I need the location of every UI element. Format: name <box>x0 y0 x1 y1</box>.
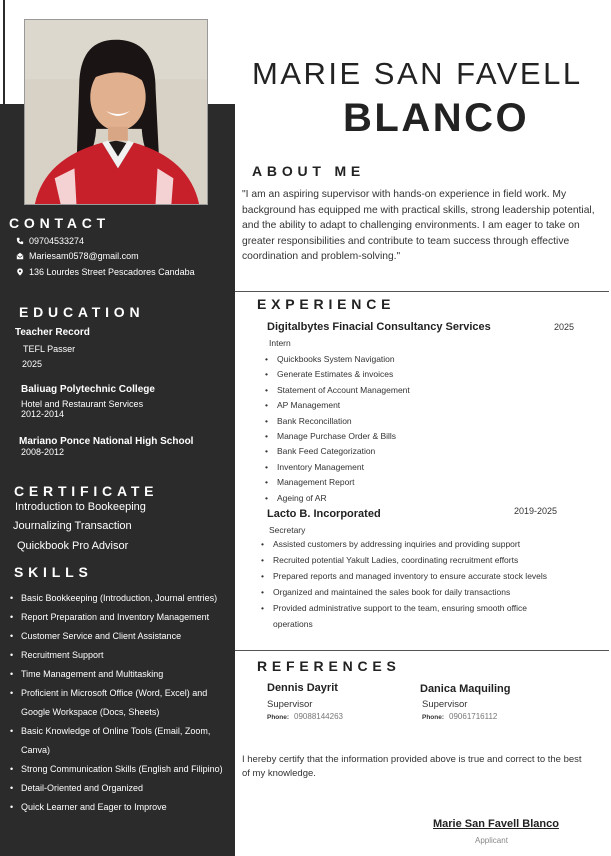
job-task-list <box>265 352 585 506</box>
portrait-illustration <box>25 20 207 204</box>
reference-phone: 09088144263 <box>294 712 343 721</box>
contact-phone: 09704533274 <box>29 236 85 246</box>
job-task: • AP Management <box>265 398 585 413</box>
skill-item: • Quick Learner and Eager to Improve <box>9 798 237 817</box>
job-task: • Inventory Management <box>265 460 585 475</box>
profile-photo <box>24 19 208 205</box>
job-task: • Provided administrative support to the team, ensuring smooth office operations <box>261 600 561 632</box>
education-school: Baliuag Polytechnic College <box>21 384 155 395</box>
skill-item: • Customer Service and Client Assistance <box>9 627 237 646</box>
reference-name: Danica Maquiling <box>420 683 511 695</box>
skill-item: • Strong Communication Skills (English and Filipino) <box>9 760 237 779</box>
contact-email: Mariesam0578@gmail.com <box>29 251 139 261</box>
job-company: Digitalbytes Finacial Consultancy Services <box>267 321 491 333</box>
job-task: • Statement of Account Management <box>265 383 585 398</box>
job-task: • Bank Feed Categorization <box>265 444 585 459</box>
education-detail: TEFL Passer <box>23 344 76 354</box>
frame-line <box>3 0 5 104</box>
skills-heading: SKILLS <box>14 564 93 580</box>
skill-item: • Time Management and Multitasking <box>9 665 237 684</box>
skill-item: • Proficient in Microsoft Office (Word, Excel) and Google Workspace (Docs, Sheets) <box>9 684 237 722</box>
name-last: BLANCO <box>343 96 530 140</box>
skill-item: • Detail-Oriented and Organized <box>9 779 237 798</box>
job-role: Secretary <box>269 525 306 535</box>
certificate-item: Quickbook Pro Advisor <box>17 540 129 552</box>
references-heading: REFERENCES <box>257 658 401 674</box>
skill-item: • Recruitment Support <box>9 646 237 665</box>
job-task: • Management Report <box>265 475 585 490</box>
education-school: Mariano Ponce National High School <box>19 436 194 447</box>
skill-item: • Basic Knowledge of Online Tools (Email, Zoom, Canva) <box>9 722 237 760</box>
job-company: Lacto B. Incorporated <box>267 508 381 520</box>
certificate-item: Journalizing Transaction <box>13 520 132 532</box>
reference-role: Supervisor <box>267 699 313 710</box>
job-task: • Recruited potential Yakult Ladies, coordinating recruitment efforts <box>261 552 561 568</box>
job-task: • Quickbooks System Navigation <box>265 352 585 367</box>
job-task: • Generate Estimates & invoices <box>265 367 585 382</box>
skills-list <box>9 589 237 817</box>
reference-role: Supervisor <box>422 699 468 710</box>
contact-address: 136 Lourdes Street Pescadores Candaba <box>29 267 195 277</box>
education-detail: Hotel and Restaurant Services <box>21 399 144 409</box>
phone-label: Phone: <box>422 714 445 721</box>
job-task: • Manage Purchase Order & Bills <box>265 429 585 444</box>
job-years: 2025 <box>554 322 575 332</box>
education-school: Teacher Record <box>15 327 90 338</box>
job-task: • Ageing of AR <box>265 491 585 506</box>
job-task: • Bank Reconcillation <box>265 414 585 429</box>
education-years: 2012-2014 <box>21 409 65 419</box>
skill-item: • Report Preparation and Inventory Management <box>9 608 237 627</box>
skill-item: • Basic Bookkeeping (Introduction, Journal entries) <box>9 589 237 608</box>
education-years: 2008-2012 <box>21 447 65 457</box>
divider <box>235 650 609 651</box>
job-task: • Organized and maintained the sales book for daily transactions <box>261 584 561 600</box>
location-pin-icon <box>16 268 24 276</box>
reference-name: Dennis Dayrit <box>267 682 338 694</box>
experience-heading: EXPERIENCE <box>257 296 396 312</box>
education-heading: EDUCATION <box>19 304 145 320</box>
phone-icon <box>16 237 24 245</box>
reference-phone-row <box>422 712 497 721</box>
job-task: • Assisted customers by addressing inquiries and providing support <box>261 536 561 552</box>
certificate-item: Introduction to Bookeeping <box>15 501 146 513</box>
signatory-name: Marie San Favell Blanco <box>433 818 559 830</box>
education-years: 2025 <box>22 359 43 369</box>
reference-phone: 09061716112 <box>449 712 498 721</box>
job-task-list <box>261 536 561 632</box>
job-task: • Prepared reports and managed inventory to ensure accurate stock levels <box>261 568 561 584</box>
job-years: 2019-2025 <box>514 506 558 516</box>
phone-label: Phone: <box>267 714 290 721</box>
contact-phone-row <box>16 236 84 246</box>
name-first: MARIE SAN FAVELL <box>252 56 583 91</box>
contact-email-row <box>16 251 139 261</box>
job-role: Intern <box>269 338 291 348</box>
contact-address-row <box>16 267 195 277</box>
mail-icon <box>16 252 24 260</box>
certification-statement: I hereby certify that the information provided above is true and correct to the best of my knowledge. <box>242 754 582 779</box>
divider <box>235 291 609 292</box>
signatory-role: Applicant <box>475 836 508 845</box>
contact-heading: CONTACT <box>9 215 110 231</box>
about-heading: ABOUT ME <box>252 163 366 179</box>
about-text: "I am an aspiring supervisor with hands-on experience in field work. My background has equipped me with practical skills, strong leadership potential, and the ability to adapt to challenging environments. I am eager to take on greater responsibilities and contribute to team success through effective coordination and problem-solving." <box>242 189 595 262</box>
reference-phone-row <box>267 712 343 721</box>
certificate-heading: CERTIFICATE <box>14 483 159 499</box>
